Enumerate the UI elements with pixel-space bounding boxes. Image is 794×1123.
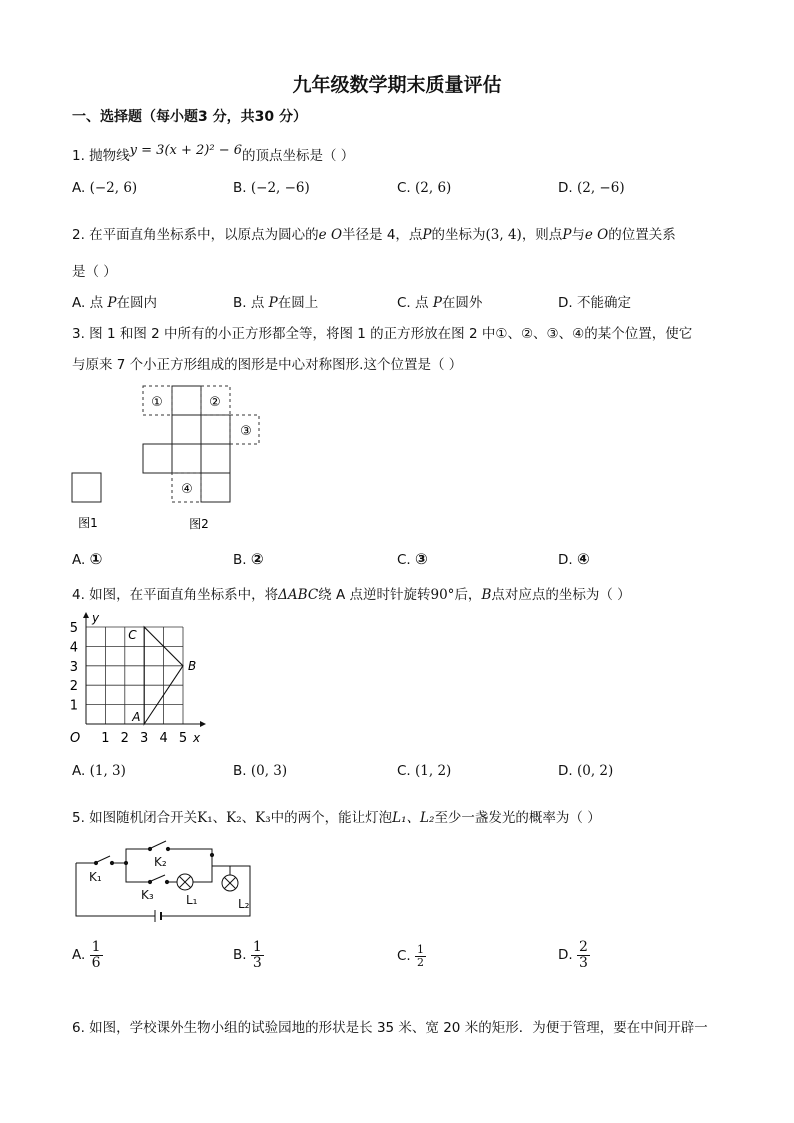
q1-option-c[interactable]: C. (2, 6) bbox=[397, 180, 452, 196]
y-tick-label: 1 bbox=[69, 698, 78, 714]
q4-coordinate-graph bbox=[66, 610, 216, 750]
q4-option-a[interactable]: A. (1, 3) bbox=[72, 763, 126, 779]
q2-option-d[interactable]: D. 不能确定 bbox=[558, 295, 631, 311]
question-2-line2: 是（ ） bbox=[72, 264, 117, 280]
question-5: 5. 如图随机闭合开关K₁、K₂、K₃中的两个，能让灯泡L₁、L₂至少一盏发光的概率为（ ） bbox=[72, 810, 601, 826]
q1-option-b[interactable]: B. (−2, −6) bbox=[233, 180, 310, 196]
question-4: 4. 如图，在平面直角坐标系中，将ΔABC绕 A 点逆时针旋转90°后，B点对应点的坐标为（ ） bbox=[72, 587, 631, 603]
q1-formula: y = 3(x + 2)² − 6 bbox=[129, 143, 242, 158]
fig1-square bbox=[72, 473, 101, 502]
q4-option-d[interactable]: D. (0, 2) bbox=[558, 763, 614, 779]
question-3-line2: 与原来 7 个小正方形组成的图形是中心对称图形.这个位置是（ ） bbox=[72, 357, 463, 373]
y-tick-label: 2 bbox=[69, 679, 78, 695]
label-k2: K₂ bbox=[154, 855, 167, 869]
q1-prefix: 1. 抛物线 bbox=[72, 148, 130, 164]
y-tick-label: 3 bbox=[69, 659, 78, 675]
question-2-line1: 2. 在平面直角坐标系中，以原点为圆心的e O半径是 4，点P的坐标为(3, 4)，则点P与e O的位置关系 bbox=[72, 227, 676, 243]
origin-label: O bbox=[70, 731, 81, 746]
label-k3: K₃ bbox=[141, 888, 154, 902]
q3-figures bbox=[60, 380, 290, 540]
x-tick-label: 3 bbox=[140, 731, 149, 746]
label-l2: L₂ bbox=[238, 897, 250, 911]
label-l1: L₁ bbox=[186, 893, 198, 907]
x-axis-label: x bbox=[193, 731, 201, 745]
question-6: 6. 如图，学校课外生物小组的试验园地的形状是长 35 米、宽 20 米的矩形．为便于管理，要在中间开辟一 bbox=[72, 1020, 708, 1036]
y-tick-label: 5 bbox=[69, 621, 78, 636]
q5-option-d[interactable]: D. $\frac{2}{3}$ bbox=[558, 939, 588, 971]
q5-option-c[interactable]: C. $\frac{1}{2}$ bbox=[397, 943, 425, 969]
point-label-c: C bbox=[128, 628, 137, 642]
section-heading: 一、选择题（每小题3 分，共30 分） bbox=[72, 109, 307, 125]
marker-4: ④ bbox=[181, 482, 193, 497]
q1-suffix: 的顶点坐标是（ ） bbox=[242, 148, 355, 164]
q2-option-b[interactable]: B. 点 P在圆上 bbox=[233, 295, 319, 311]
x-tick-label: 2 bbox=[120, 731, 129, 746]
q1-option-d[interactable]: D. (2, −6) bbox=[558, 180, 625, 196]
q2-option-a[interactable]: A. 点 P在圆内 bbox=[72, 295, 157, 311]
x-tick-label: 1 bbox=[101, 731, 110, 746]
point-label-b: B bbox=[188, 658, 197, 673]
q1-option-a[interactable]: A. (−2, 6) bbox=[72, 180, 138, 196]
y-tick-label: 4 bbox=[69, 640, 78, 656]
q3-option-d[interactable]: D. ④ bbox=[558, 550, 590, 568]
q5-option-b[interactable]: B. $\frac{1}{3}$ bbox=[233, 939, 262, 971]
marker-1: ① bbox=[151, 395, 163, 410]
x-tick-label: 4 bbox=[159, 731, 168, 746]
marker-3: ③ bbox=[240, 424, 252, 439]
q5-option-a[interactable]: A. $\frac{1}{6}$ bbox=[72, 939, 101, 971]
q2-option-c[interactable]: C. 点 P在圆外 bbox=[397, 295, 483, 311]
question-3-line1: 3. 图 1 和图 2 中所有的小正方形都全等，将图 1 的正方形放在图 2 中①、②、③、④的某个位置，使它 bbox=[72, 326, 693, 342]
question-1 bbox=[72, 144, 354, 164]
point-label-a: A bbox=[132, 710, 141, 724]
q3-option-c[interactable]: C. ③ bbox=[397, 550, 428, 568]
q4-option-b[interactable]: B. (0, 3) bbox=[233, 763, 288, 779]
x-axis-arrow bbox=[200, 721, 206, 727]
q4-option-c[interactable]: C. (1, 2) bbox=[397, 763, 452, 779]
fig1-label: 图1 bbox=[78, 516, 98, 530]
exam-title: 九年级数学期末质量评估 bbox=[292, 74, 502, 96]
x-tick-label: 5 bbox=[178, 731, 188, 746]
y-axis-arrow bbox=[83, 612, 89, 618]
marker-2: ② bbox=[209, 395, 221, 410]
fig2-label: 图2 bbox=[189, 517, 209, 531]
label-k1: K₁ bbox=[89, 870, 102, 884]
q3-option-a[interactable]: A. ① bbox=[72, 550, 103, 568]
y-axis-label: y bbox=[92, 611, 100, 625]
q3-option-b[interactable]: B. ② bbox=[233, 550, 264, 568]
